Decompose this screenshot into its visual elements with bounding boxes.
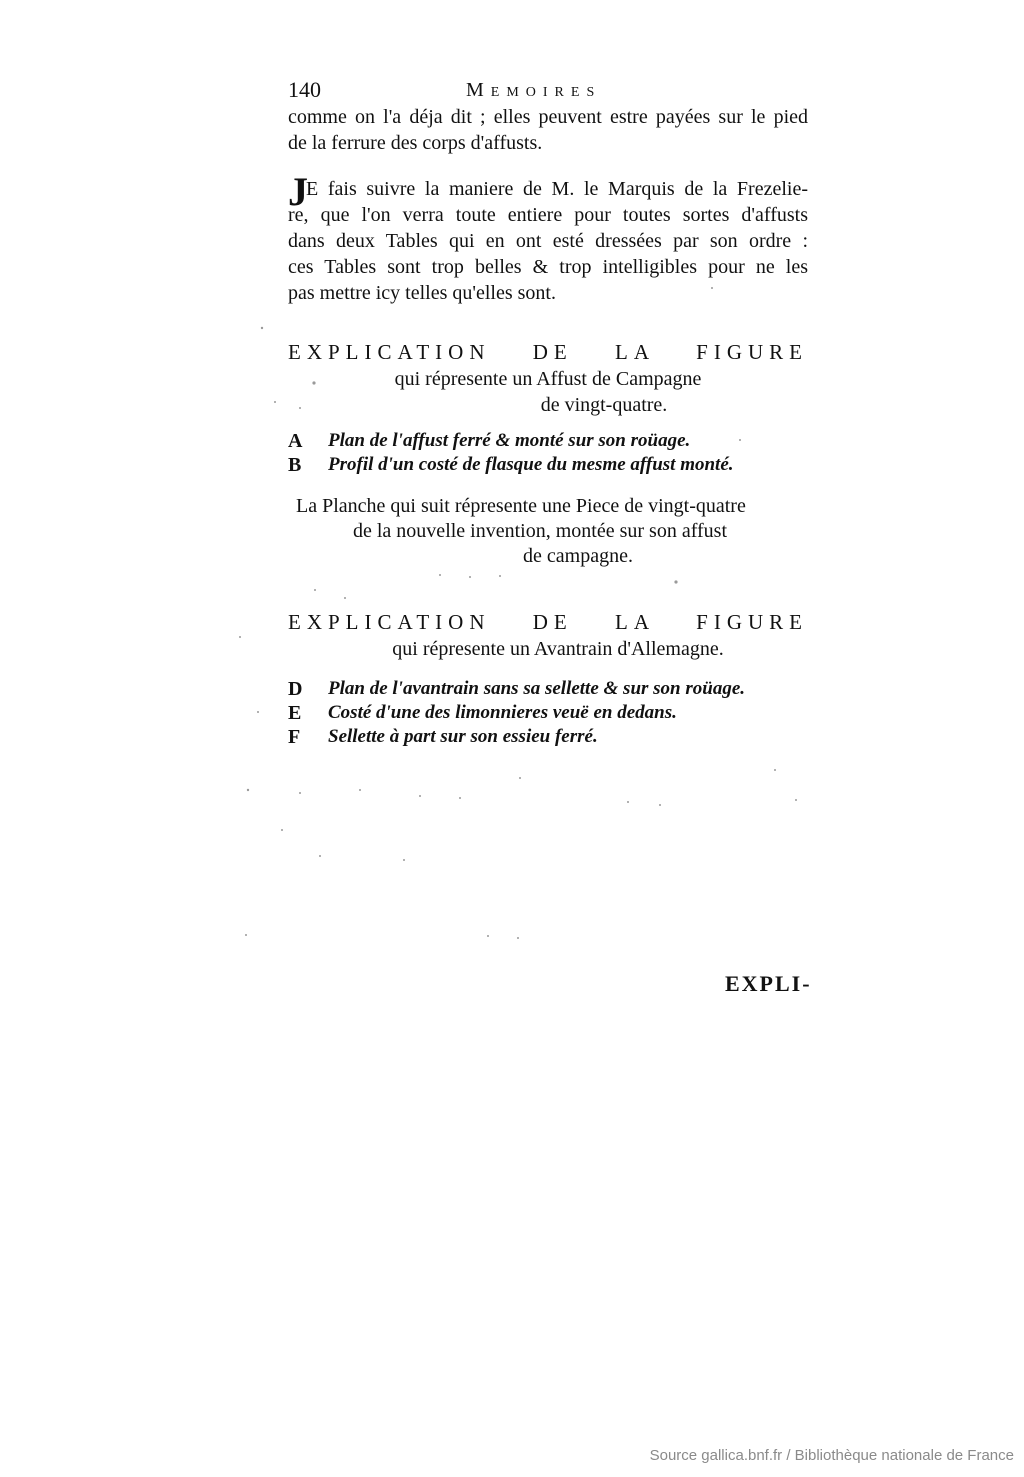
plate-note-line: La Planche qui suit répresente une Piece de vingt-quatre bbox=[296, 495, 746, 517]
legend-letter: D bbox=[288, 678, 303, 700]
paragraph-line: pas mettre icy telles qu'elles sont. bbox=[288, 282, 556, 304]
legend-letter: A bbox=[288, 430, 303, 452]
running-head: Memoires bbox=[466, 79, 602, 101]
source-credit: Source gallica.bnf.fr / Bibliothèque nationale de France bbox=[649, 1447, 1014, 1464]
legend-row-f bbox=[288, 724, 808, 750]
legend-row-b bbox=[288, 452, 808, 478]
page-header bbox=[288, 76, 808, 104]
plate-note-line: de la nouvelle invention, montée sur son affust bbox=[353, 520, 727, 542]
legend-letter: E bbox=[288, 702, 302, 724]
section-subtitle: qui répresente un Avantrain d'Allemagne. bbox=[392, 638, 724, 660]
paragraph-line: de la ferrure des corps d'affusts. bbox=[288, 132, 543, 154]
paragraph-line: dans deux Tables qui en ont esté dressées par son ordre : bbox=[288, 230, 808, 252]
legend-row-e bbox=[288, 700, 808, 726]
legend-text: Profil d'un costé de flasque du mesme affust monté. bbox=[328, 454, 734, 475]
paragraph-line: ces Tables sont trop belles & trop intelligibles pour ne les bbox=[288, 256, 808, 278]
figure-explanation-affust bbox=[288, 338, 808, 578]
legend-text: Sellette à part sur son essieu ferré. bbox=[328, 726, 598, 747]
paragraph-tables-intro bbox=[288, 169, 808, 306]
section-heading: EXPLICATION DE LA FIGURE bbox=[288, 610, 808, 634]
section-heading: EXPLICATION DE LA FIGURE bbox=[288, 340, 808, 364]
catchword: EXPLI- bbox=[725, 971, 812, 996]
plate-note-line: de campagne. bbox=[523, 545, 633, 567]
legend-text: Costé d'une des limonnieres veuë en dedans. bbox=[328, 702, 677, 723]
legend-letter: B bbox=[288, 454, 302, 476]
paragraph-continuation bbox=[288, 104, 808, 156]
paragraph-line: E fais suivre la maniere de M. le Marquis de la Frezelie- bbox=[306, 178, 808, 200]
legend-row-a bbox=[288, 428, 808, 454]
page-number: 140 bbox=[288, 77, 321, 102]
legend-text: Plan de l'avantrain sans sa sellette & sur son roüage. bbox=[328, 678, 746, 699]
legend-text: Plan de l'affust ferré & monté sur son roüage. bbox=[328, 430, 691, 451]
paragraph-line: comme on l'a déja dit ; elles peuvent estre payées sur le pied bbox=[288, 106, 808, 128]
legend-row-d bbox=[288, 676, 808, 702]
drop-cap-letter: J bbox=[288, 169, 308, 214]
paragraph-line: re, que l'on verra toute entiere pour toutes sortes d'affusts bbox=[288, 204, 808, 226]
section-subtitle: qui répresente un Affust de Campagne bbox=[394, 368, 702, 390]
section-subtitle: de vingt-quatre. bbox=[540, 394, 668, 416]
legend-letter: F bbox=[288, 726, 301, 748]
figure-explanation-avantrain bbox=[288, 608, 808, 748]
